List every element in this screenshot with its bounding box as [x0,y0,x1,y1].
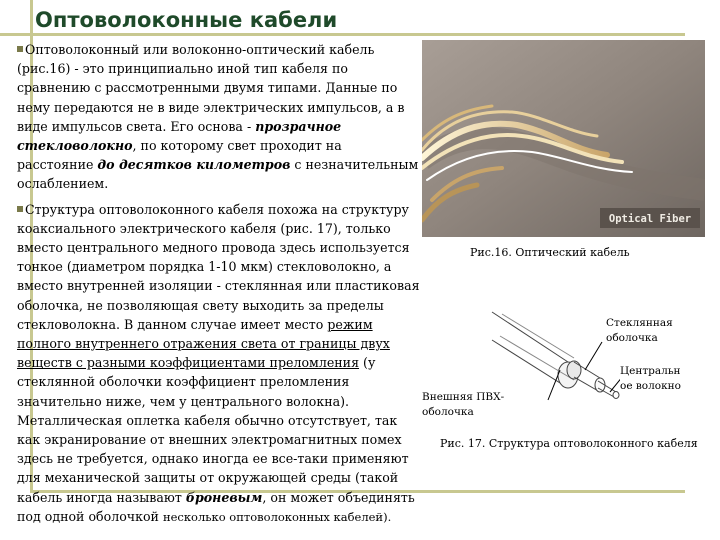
p1-text-e: с незначительным ослаблением. [17,157,419,192]
paragraph-1 [17,40,422,194]
p1-text-a: Оптоволоконный или волоконно-оптический кабель (рис.16) - это принципиально иной тип кабеля по сравнению с рассмотренными двумя типами. Данные по нему передаются не в виде электрических импульсов, а в виде импульсов света. Его основа - [17,42,405,134]
core-label: Центральн ое волокно [620,365,681,392]
optical-fiber-photo [422,40,705,237]
photo-label: Optical Fiber [608,213,692,225]
p1-emphasis-distance: до десятков километров [97,157,291,173]
p1-emphasis-glass: прозрачное стекловолокно [17,118,342,154]
glass-cladding-label: Стеклянная оболочка [606,317,673,344]
p2-text-c: (у стеклянной оболочки коэффициент преломления значительно ниже, чем у центрального волокна). Металлическая оплетка кабеля обычно отсутствует, так как экранирование от внешних электромагнитных помех здесь не требуется, однако иногда ее все-таки применяют для механической защиты от окружающей среды (такой кабель иногда называют [17,355,409,505]
p1-text-c: , по которому свет проходит на расстояние [17,138,342,173]
slide-title: Оптоволоконные кабели [35,8,338,32]
top-rule [0,33,685,36]
figure-17-caption: Рис. 17. Структура оптоволоконного кабеля [440,437,698,450]
p2-underlined-term: режим полного внутреннего отражения света от границы двух веществ с разными коэффициентами преломления [17,316,390,371]
p2-text-e: , он может объединять под одной оболочкой [17,489,415,524]
outer-jacket-label: Внешняя ПВХ-оболочка [422,391,505,418]
bullet-icon [17,46,23,52]
p2-emphasis-armored: броневым [185,489,263,505]
p2-text-a: Структура оптоволоконного кабеля похожа на структуру коаксиального электрического кабеля (рис. 17), только вместо центрального медного провода здесь используется тонкое (диаметром порядка 1-10 мкм) стекловолокно, а вместо внутренней изоляции - стеклянная или пластиковая оболочка, не позволяющая свету выходить за пределы стекловолокна. В данном случае имеет место [17,201,420,332]
body-text [17,40,422,527]
p2-text-f: несколько оптоволоконных кабелей). [162,509,392,524]
bullet-icon [17,206,23,212]
figure-16-caption: Рис.16. Оптический кабель [470,246,630,259]
paragraph-2 [17,200,422,527]
